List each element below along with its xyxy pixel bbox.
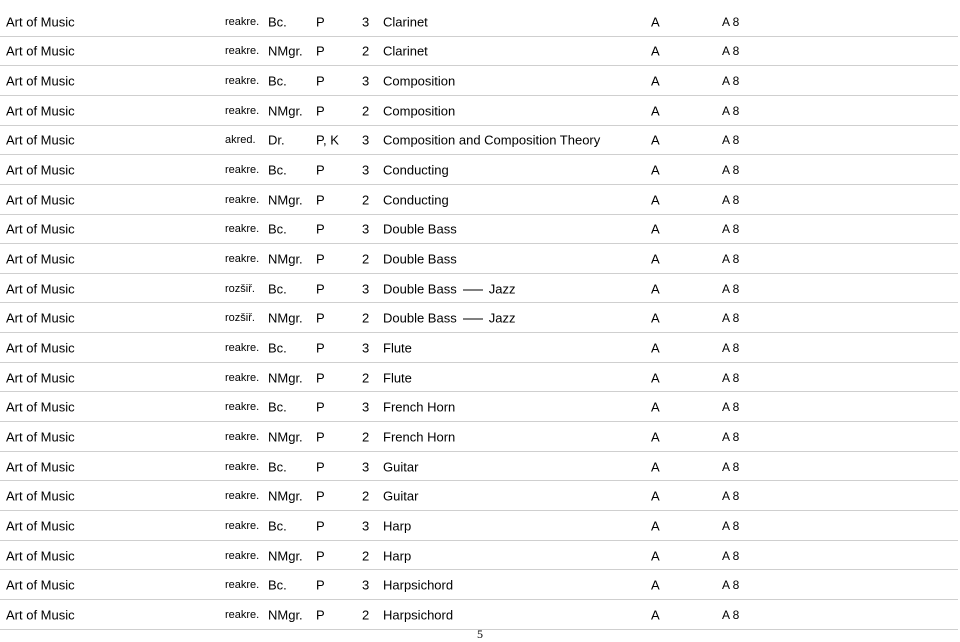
program-name: Harpsichord [383,577,454,593]
study-form-cell: P [316,548,325,563]
program-name-cell [383,400,455,415]
field-cell: Art of Music [6,43,75,59]
program-name-cell [383,103,455,118]
degree-cell: NMgr. [268,310,303,326]
degree-cell: Bc. [268,577,287,593]
separator-dash [463,289,483,290]
code-cell: A 8 [722,548,740,563]
program-name-cell [383,163,449,178]
program-name-cell [383,429,455,444]
study-form-cell: P [316,192,325,208]
degree-cell: Bc. [268,281,287,297]
accreditation-type-cell: reakre. [225,490,260,503]
duration-cell: 2 [362,488,370,504]
accreditation-type-cell: reakre. [225,104,260,117]
duration-cell: 3 [362,281,370,297]
study-form-cell: P [316,73,325,89]
accreditation-type-cell: reakre. [225,15,260,28]
program-name-cell [383,459,418,474]
program-name: Double Bass [383,310,457,326]
study-form-cell: P [316,43,325,59]
language-cell: A [651,399,660,415]
study-form-cell: P [316,221,325,237]
program-name-cell [383,222,457,237]
field-cell: Art of Music [6,251,75,267]
study-form-cell: P [316,340,325,356]
code-cell: A 8 [722,44,740,59]
language-cell: A [651,429,660,445]
field-cell: Art of Music [6,281,75,297]
degree-cell: Bc. [268,14,287,30]
degree-cell: NMgr. [268,429,303,445]
accreditation-type-cell: reakre. [225,579,260,592]
program-name: Composition [383,103,456,119]
code-cell: A 8 [722,192,740,207]
field-cell: Art of Music [6,459,75,475]
table-row [0,37,960,67]
duration-cell: 3 [362,132,370,148]
table-row [0,155,960,185]
duration-cell: 3 [362,73,370,89]
study-form-cell: P [316,518,325,534]
field-cell: Art of Music [6,340,75,356]
program-name: Harp [383,548,412,563]
program-name: Flute [383,370,412,386]
accreditation-type-cell: reakre. [225,223,260,236]
language-cell: A [651,310,660,326]
program-name-cell [383,74,455,89]
program-name-cell [383,370,412,385]
accreditation-type-cell: rozšiř. [225,312,255,325]
accreditation-type-cell: reakre. [225,193,260,206]
field-cell: Art of Music [6,399,75,415]
code-cell: A 8 [722,311,740,326]
program-name-cell [383,340,412,355]
duration-cell: 2 [362,103,370,119]
table-row [0,541,960,571]
field-cell: Art of Music [6,577,75,593]
language-cell: A [651,488,660,504]
language-cell: A [651,370,660,386]
program-specialization: Jazz [488,281,516,297]
program-name: Harpsichord [383,607,454,623]
study-form-cell: P [316,103,325,119]
study-form-cell: P [316,370,325,386]
degree-cell: Bc. [268,162,287,178]
degree-cell: Bc. [268,399,287,415]
table-row [0,185,960,215]
code-cell: A 8 [722,14,740,29]
field-cell: Art of Music [6,221,75,237]
duration-cell: 3 [362,577,370,593]
table-row [0,600,960,630]
program-name: Clarinet [383,43,428,59]
duration-cell: 3 [362,14,370,30]
code-cell: A 8 [722,74,740,89]
study-form-cell: P, K [316,132,339,148]
study-form-cell: P [316,607,325,623]
study-form-cell: P [316,14,325,30]
language-cell: A [651,43,660,59]
table-row [0,333,960,363]
table-row [0,126,960,156]
code-cell: A 8 [722,459,740,474]
accreditation-type-cell: reakre. [225,430,260,443]
degree-cell: Bc. [268,73,287,89]
language-cell: A [651,162,660,178]
duration-cell: 2 [362,548,370,563]
table-row [0,66,960,96]
code-cell: A 8 [722,222,740,237]
table-row [0,274,960,304]
accreditation-type-cell: reakre. [225,401,260,414]
code-cell: A 8 [722,103,740,118]
degree-cell: NMgr. [268,488,303,504]
program-specialization: Jazz [488,310,516,326]
field-cell: Art of Music [6,607,75,623]
degree-cell: Bc. [268,459,287,475]
program-name: Double Bass [383,281,457,297]
duration-cell: 3 [362,459,370,475]
code-cell: A 8 [722,607,740,622]
program-name-cell [383,14,428,29]
program-name: French Horn [383,429,456,445]
language-cell: A [651,281,660,297]
accreditation-type-cell: rozšiř. [225,282,255,295]
program-name-cell [383,607,453,622]
code-cell: A 8 [722,578,740,593]
language-cell: A [651,607,660,623]
code-cell: A 8 [722,518,740,533]
code-cell: A 8 [722,340,740,355]
degree-cell: NMgr. [268,548,303,563]
code-cell: A 8 [722,370,740,385]
program-name: Composition [383,73,456,89]
program-name-cell [383,489,418,504]
degree-cell: NMgr. [268,43,303,59]
accreditation-type-cell: reakre. [225,75,260,88]
table-row [0,304,960,334]
program-name-cell [383,252,457,267]
program-name-cell [383,192,449,207]
degree-cell: NMgr. [268,370,303,386]
program-name: Double Bass [383,221,457,237]
language-cell: A [651,340,660,356]
language-cell: A [651,251,660,267]
program-name-cell [383,44,428,59]
degree-cell: Bc. [268,340,287,356]
code-cell: A 8 [722,489,740,504]
study-form-cell: P [316,162,325,178]
table-row [0,96,960,126]
program-name-cell [383,578,453,593]
accreditation-type-cell: reakre. [225,549,260,562]
degree-cell: NMgr. [268,103,303,119]
code-cell: A 8 [722,429,740,444]
program-name: Conducting [383,162,449,178]
table-row [0,215,960,245]
duration-cell: 2 [362,310,370,326]
program-name: Guitar [383,488,419,504]
program-name: Conducting [383,192,449,208]
table-row [0,363,960,393]
study-form-cell: P [316,310,325,326]
study-form-cell: P [316,577,325,593]
program-name-cell [383,518,411,533]
program-name: Clarinet [383,14,428,30]
program-name-cell [383,548,411,563]
study-form-cell: P [316,251,325,267]
study-form-cell: P [316,399,325,415]
language-cell: A [651,577,660,593]
table-row [0,7,960,37]
table-row [0,511,960,541]
code-cell: A 8 [722,400,740,415]
program-name: Double Bass [383,251,457,267]
field-cell: Art of Music [6,370,75,386]
study-form-cell: P [316,429,325,445]
language-cell: A [651,548,660,563]
table-row [0,422,960,452]
program-name: French Horn [383,399,456,415]
duration-cell: 3 [362,221,370,237]
duration-cell: 2 [362,251,370,267]
accreditation-type-cell: reakre. [225,45,260,58]
code-cell: A 8 [722,133,740,148]
program-name-cell [383,311,515,326]
language-cell: A [651,14,660,30]
language-cell: A [651,192,660,208]
accreditation-type-cell: reakre. [225,608,260,621]
duration-cell: 2 [362,43,370,59]
language-cell: A [651,73,660,89]
study-form-cell: P [316,281,325,297]
accreditation-type-cell: reakre. [225,341,260,354]
language-cell: A [651,518,660,534]
field-cell: Art of Music [6,192,75,208]
accreditation-type-cell: reakre. [225,164,260,177]
duration-cell: 3 [362,399,370,415]
study-form-cell: P [316,459,325,475]
field-cell: Art of Music [6,310,75,326]
degree-cell: NMgr. [268,607,303,623]
duration-cell: 2 [362,370,370,386]
field-cell: Art of Music [6,429,75,445]
duration-cell: 3 [362,518,370,534]
degree-cell: NMgr. [268,251,303,267]
degree-cell: Dr. [268,132,285,148]
degree-cell: NMgr. [268,192,303,208]
field-cell: Art of Music [6,548,75,563]
code-cell: A 8 [722,281,740,296]
code-cell: A 8 [722,252,740,266]
program-name: Harp [383,518,412,534]
field-cell: Art of Music [6,103,75,119]
program-name-cell [383,281,515,296]
field-cell: Art of Music [6,488,75,504]
table-row [0,244,960,274]
table-row [0,570,960,600]
language-cell: A [651,221,660,237]
accreditation-type-cell: akred. [225,134,256,147]
separator-dash [463,319,483,320]
field-cell: Art of Music [6,518,75,534]
table-row [0,481,960,511]
duration-cell: 3 [362,340,370,356]
language-cell: A [651,103,660,119]
degree-cell: Bc. [268,221,287,237]
field-cell: Art of Music [6,132,75,148]
language-cell: A [651,132,660,148]
program-name: Guitar [383,459,419,475]
program-name: Flute [383,340,412,356]
field-cell: Art of Music [6,162,75,178]
accreditation-type-cell: reakre. [225,519,260,532]
program-name: Composition and Composition Theory [383,132,601,148]
field-cell: Art of Music [6,14,75,30]
language-cell: A [651,459,660,475]
duration-cell: 3 [362,162,370,178]
program-name-cell [383,133,600,148]
field-cell: Art of Music [6,73,75,89]
duration-cell: 2 [362,192,370,208]
page-number: 5 [477,627,483,641]
code-cell: A 8 [722,163,740,178]
duration-cell: 2 [362,429,370,445]
accreditation-type-cell: reakre. [225,460,260,473]
table-row [0,392,960,422]
table-row [0,452,960,482]
study-form-cell: P [316,488,325,504]
degree-cell: Bc. [268,518,287,534]
duration-cell: 2 [362,607,370,623]
accreditation-type-cell: reakre. [225,371,260,384]
accreditation-type-cell: reakre. [225,253,260,265]
